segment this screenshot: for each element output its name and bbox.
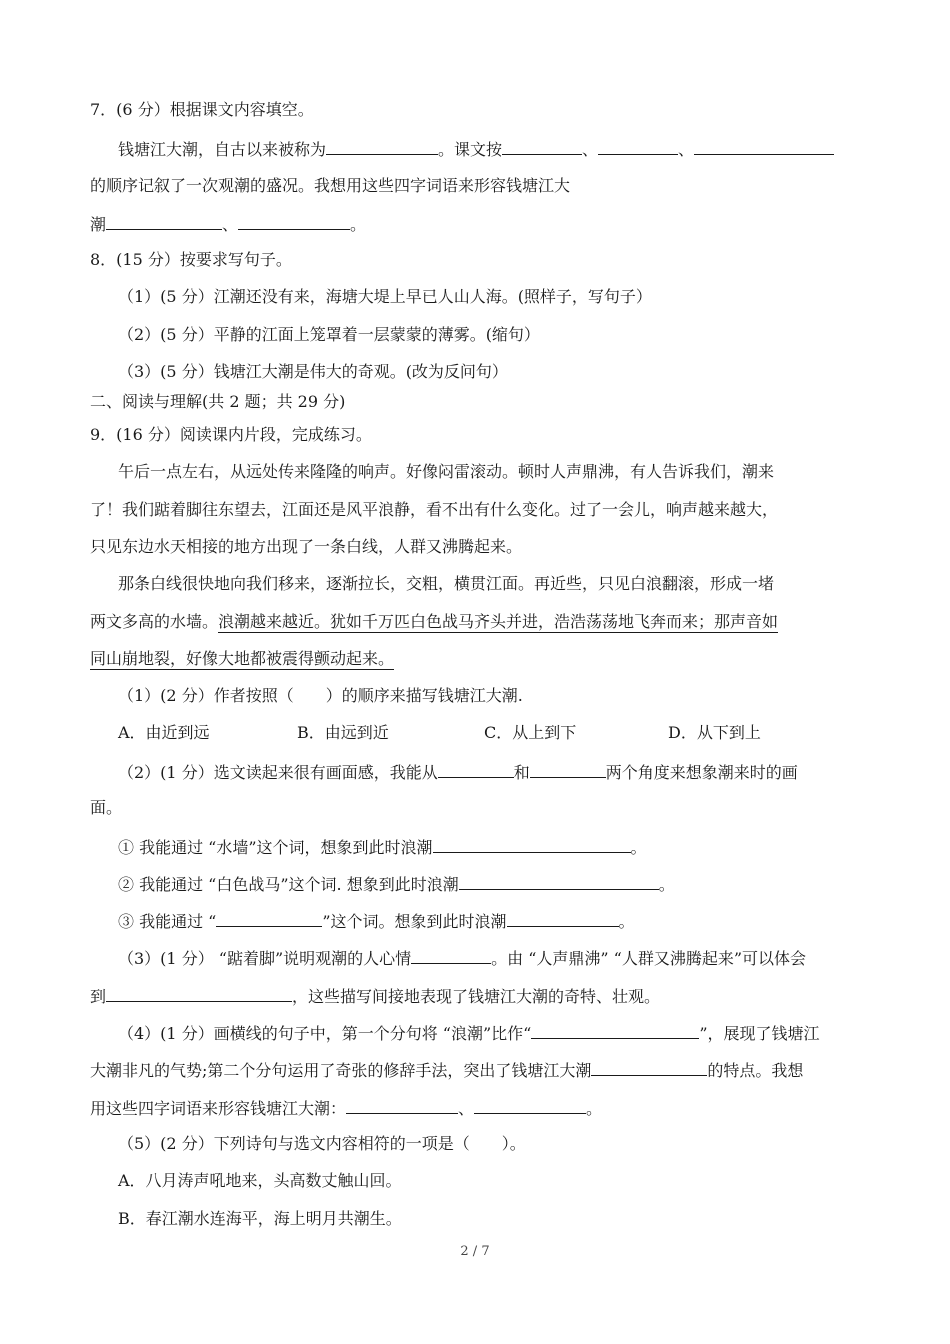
q7-sep-2: 、 bbox=[678, 140, 695, 159]
q9-underlined-sentence-part-2: 同山崩地裂，好像大地都被震得颤动起来。 bbox=[90, 649, 395, 668]
q7-line1 bbox=[118, 138, 834, 160]
q9-sub4-sep: 、 bbox=[458, 1099, 475, 1118]
q9-sub4-text-b: ”，展现了钱塘江 bbox=[699, 1024, 820, 1043]
q9-sub4-blank-4[interactable] bbox=[474, 1097, 586, 1114]
q9-sub2-blank-2[interactable] bbox=[530, 761, 606, 778]
q9-sub5: （5）(2 分）下列诗句与选文内容相符的一项是（ ）。 bbox=[118, 1134, 526, 1153]
q7-blank-order-2[interactable] bbox=[598, 138, 678, 155]
q9-sub2-circle-1 bbox=[118, 836, 647, 858]
q9-sub1-option-a[interactable]: A．由近到远 bbox=[118, 723, 210, 742]
q9-sub1-option-c[interactable]: C．从上到下 bbox=[484, 723, 577, 742]
q9-para2-line1: 那条白线很快地向我们移来，逐渐拉长，交粗，横贯江面。再近些，只见白浪翻滚，形成一堵 bbox=[118, 574, 775, 593]
q9-sub4-line2 bbox=[90, 1059, 803, 1081]
q9-sub2-circle-3-blank[interactable] bbox=[507, 910, 619, 927]
q9-para2-line2-text: 两文多高的水墙。 bbox=[90, 612, 219, 631]
q9-sub2-text-c: 两个角度来想象潮来时的画 bbox=[605, 763, 798, 782]
q9-sub2-circle-2-end: 。 bbox=[658, 875, 675, 894]
q9-underlined-sentence-part-1: 浪潮越来越近。犹如千万匹白色战马齐头并进，浩浩荡荡地飞奔而来；那声音如 bbox=[218, 612, 779, 631]
section-2-heading: 二、阅读与理解(共 2 题；共 29 分) bbox=[90, 392, 346, 411]
q8-item-3: （3）(5 分）钱塘江大潮是伟大的奇观。(改为反问句） bbox=[118, 362, 508, 381]
q9-sub2-circle-2 bbox=[118, 873, 675, 895]
q9-sub2-circle-1-text: ① 我能通过 “水墙”这个词，想象到此时浪潮 bbox=[118, 838, 433, 857]
q9-para1-line1: 午后一点左右，从远处传来隆隆的响声。好像闷雷滚动。顿时人声鼎沸，有人告诉我们，潮来 bbox=[118, 462, 775, 481]
q9-sub1-option-d[interactable]: D．从下到上 bbox=[668, 723, 761, 742]
q9-sub3-text-a: （3）(1 分） “踮着脚”说明观潮的人心情 bbox=[118, 949, 412, 968]
q7-line1-text-a: 钱塘江大潮，自古以来被称为 bbox=[118, 140, 327, 159]
q9-sub2-circle-3-text-b: ”这个词。想象到此时浪潮 bbox=[322, 912, 507, 931]
q9-sub3-line2 bbox=[90, 985, 660, 1007]
q9-sub3-line2-text-a: 到 bbox=[90, 987, 107, 1006]
q9-sub4-line2-text-a: 大潮非凡的气势;第二个分句运用了奇张的修辞手法，突出了钱塘江大潮 bbox=[90, 1061, 592, 1080]
q7-line3 bbox=[90, 213, 366, 235]
q9-sub2-text-b: 和 bbox=[513, 763, 530, 782]
q9-sub4-blank-3[interactable] bbox=[346, 1097, 458, 1114]
q9-sub4-text-a: （4）(1 分）画横线的句子中，第一个分句将 “浪潮”比作“ bbox=[118, 1024, 532, 1043]
q9-sub4-line3 bbox=[90, 1097, 602, 1119]
q7-line1-text-b: 。课文按 bbox=[438, 140, 503, 159]
q9-sub2-line2: 面。 bbox=[90, 798, 123, 817]
q9-sub2-circle-1-blank[interactable] bbox=[433, 836, 631, 853]
q9-sub3-line2-text-b: ，这些描写间接地表现了钱塘江大潮的奇特、壮观。 bbox=[292, 987, 661, 1006]
q9-sub5-option-b[interactable]: B．春江潮水连海平，海上明月共潮生。 bbox=[118, 1209, 402, 1228]
q9-sub1-option-b[interactable]: B．由远到近 bbox=[297, 723, 389, 742]
q9-sub4-line2-text-b: 的特点。我想 bbox=[707, 1061, 804, 1080]
q7-blank-name[interactable] bbox=[326, 138, 438, 155]
q9-sub4-end: 。 bbox=[586, 1099, 603, 1118]
q9-sub3-blank-1[interactable] bbox=[411, 947, 491, 964]
q8-item-2: （2）(5 分）平静的江面上笼罩着一层蒙蒙的薄雾。(缩句） bbox=[118, 325, 540, 344]
q8-item-1: （1）(5 分）江潮还没有来，海塘大堤上早已人山人海。(照样子，写句子） bbox=[118, 287, 652, 306]
q7-blank-order-3[interactable] bbox=[694, 138, 834, 155]
q9-sub2-circle-2-text: ② 我能通过 “白色战马”这个词. 想象到此时浪潮 bbox=[118, 875, 459, 894]
q9-sub3-blank-2[interactable] bbox=[106, 985, 292, 1002]
q9-sub2-circle-3-text-a: ③ 我能通过 “ bbox=[118, 912, 217, 931]
q9-sub2-circle-3 bbox=[118, 910, 635, 932]
q9-sub4-blank-1[interactable] bbox=[531, 1022, 699, 1039]
q7-line3-text: 潮 bbox=[90, 215, 107, 234]
q9-sub3 bbox=[118, 947, 806, 969]
q7-blank-word-1[interactable] bbox=[106, 213, 222, 230]
q9-sub2-circle-1-end: 。 bbox=[630, 838, 647, 857]
q9-sub5-option-a[interactable]: A．八月涛声吼地来，头高数丈触山回。 bbox=[118, 1171, 402, 1190]
page-number: 2 / 7 bbox=[460, 1244, 490, 1259]
q9-para1-line2: 了！我们踮着脚往东望去，江面还是风平浪静，看不出有什么变化。过了一会儿，响声越来越大， bbox=[90, 500, 779, 519]
q9-sub2-text-a: （2）(1 分）选文读起来很有画面感，我能从 bbox=[118, 763, 438, 782]
q9-sub1: （1）(2 分）作者按照（ ）的顺序来描写钱塘江大潮. bbox=[118, 686, 523, 705]
q9-sub3-text-b: 。由 “人声鼎沸” “人群又沸腾起来”可以体会 bbox=[491, 949, 807, 968]
q9-sub4-blank-2[interactable] bbox=[591, 1059, 707, 1076]
q9-sub2-circle-3-end: 。 bbox=[618, 912, 635, 931]
q8-heading: 8．(15 分）按要求写句子。 bbox=[90, 250, 292, 269]
q9-sub2-circle-2-blank[interactable] bbox=[459, 873, 659, 890]
q7-blank-word-2[interactable] bbox=[238, 213, 350, 230]
q9-sub2-blank-1[interactable] bbox=[438, 761, 514, 778]
q9-sub4-line3-text: 用这些四字词语来形容钱塘江大潮： bbox=[90, 1099, 347, 1118]
q9-para1-line3: 只见东边水天相接的地方出现了一条白线，人群又沸腾起来。 bbox=[90, 537, 523, 556]
q7-line3-end: 。 bbox=[350, 215, 367, 234]
q7-heading: 7．(6 分）根据课文内容填空。 bbox=[90, 100, 314, 119]
q9-para2-line2 bbox=[90, 612, 778, 632]
q9-sub2-circle-3-blank-word[interactable] bbox=[216, 910, 322, 927]
q7-sep-3: 、 bbox=[222, 215, 239, 234]
q9-para2-line3 bbox=[90, 649, 394, 669]
q7-blank-order-1[interactable] bbox=[502, 138, 582, 155]
q9-sub2 bbox=[118, 761, 798, 783]
q7-sep-1: 、 bbox=[582, 140, 599, 159]
q9-heading: 9．(16 分）阅读课内片段，完成练习。 bbox=[90, 425, 372, 444]
q9-sub4 bbox=[118, 1022, 820, 1044]
q7-line2: 的顺序记叙了一次观潮的盛况。我想用这些四字词语来形容钱塘江大 bbox=[90, 176, 571, 195]
